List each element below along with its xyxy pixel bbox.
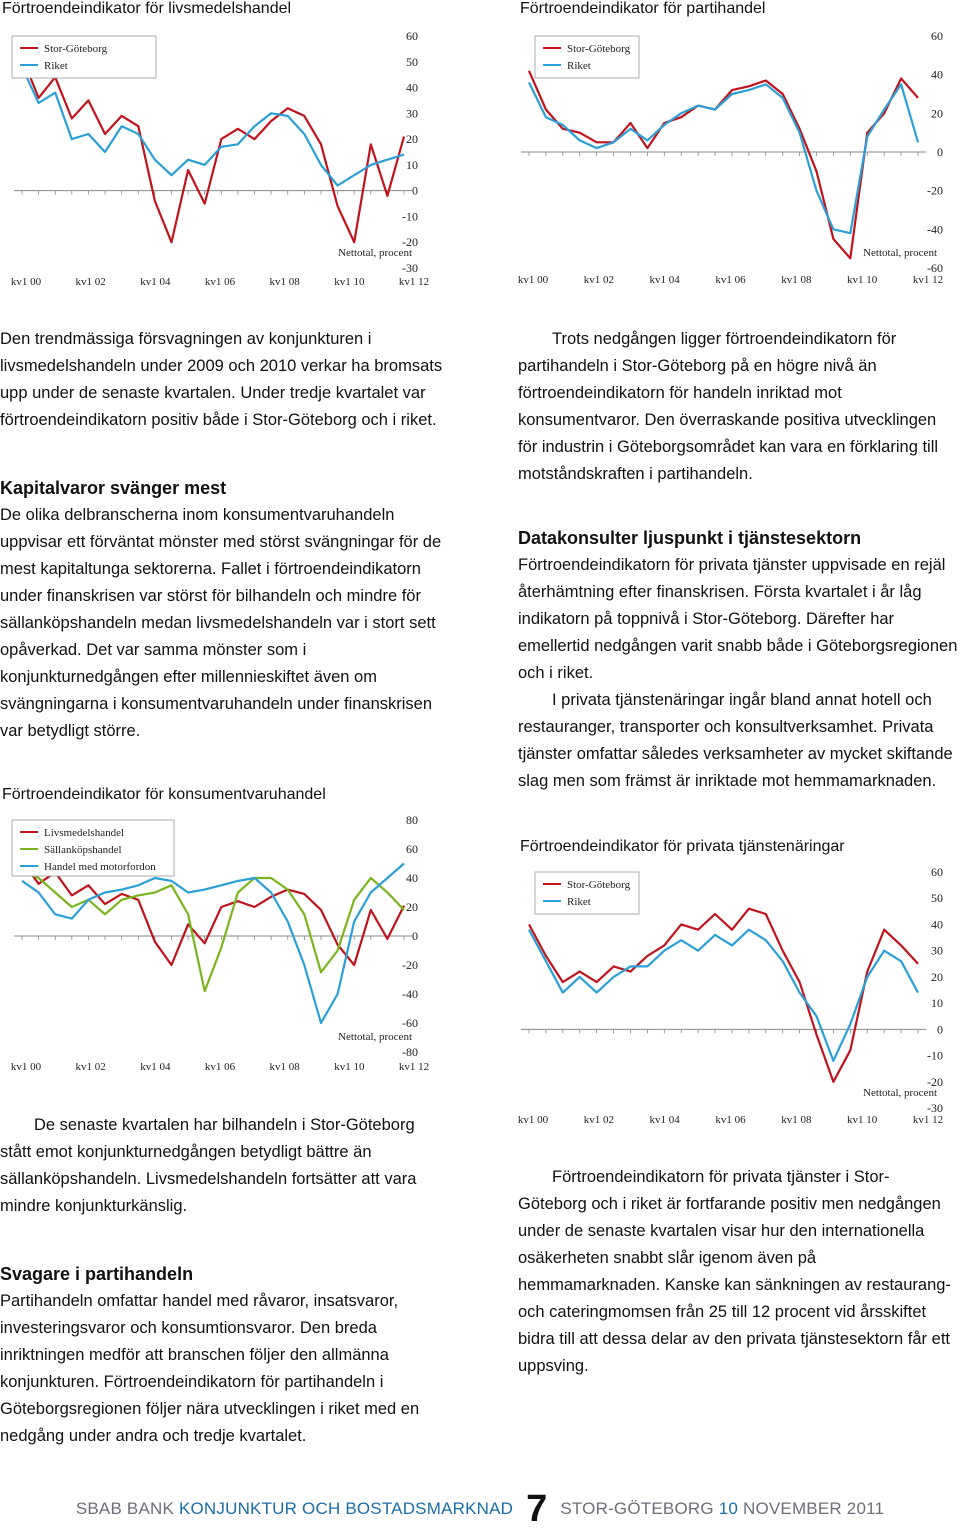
footer-bank: SBAB BANK [75,1499,175,1518]
chart-title-partihandel: Förtroendeindikator för partihandel [520,0,766,17]
y-tick-label: -20 [927,183,943,198]
y-tick-label: 50 [931,891,943,906]
right-column [518,326,958,795]
y-tick-label: 60 [406,842,418,856]
x-tick-label: kv1 12 [398,276,430,288]
right-para-1: Trots nedgången ligger förtroendeindikatorn för partihandeln i Stor-Göteborg på en högre nivå än förtroendeindikatorn för handeln inriktad mot konsumentvaror. Den överraskande positiva utvecklingen för industrin i Göteborgsområdet kan vara en förklaring till motståndskraften i partihandeln. [518,330,939,483]
x-tick-label: kv1 04 [140,276,171,288]
legend-label: Stor-Göteborg [567,43,631,55]
footer-date-num: 10 [718,1499,739,1518]
x-tick-label: kv1 06 [715,1114,746,1126]
x-tick-label: kv1 02 [583,1114,614,1126]
x-tick-label: kv1 08 [269,1061,300,1073]
y-tick-label: -30 [927,1101,943,1115]
right-column-lower [518,1164,958,1380]
unit-note: Nettotal, procent [863,247,937,259]
legend-label: Riket [567,60,591,72]
x-tick-label: kv1 00 [517,274,549,286]
legend-label: Handel med motorfordon [44,861,156,873]
x-tick-label: kv1 06 [715,274,746,286]
y-tick-label: 30 [931,943,943,958]
y-tick-label: 20 [406,132,418,147]
x-tick-label: kv1 02 [583,274,614,286]
x-tick-label: kv1 08 [781,274,812,286]
legend-label: Livsmedelshandel [44,827,125,839]
legend-label: Stor-Göteborg [567,879,631,891]
chart-partihandel [505,0,960,300]
y-tick-label: 0 [937,145,943,159]
y-tick-label: -10 [927,1048,943,1063]
unit-note: Nettotal, procent [338,1031,412,1043]
right-para-2: Förtroendeindikatorn för privata tjänster uppvisade en rejäl återhämtning efter finanskrisen. Första kvartalet i år låg indikatorn på toppnivå i Stor-Göteborg. Därefter har emellertid nedgången varit snabb både i Göteborgsregionen och i riket. [518,556,958,682]
x-tick-label: kv1 02 [75,276,106,288]
y-tick-label: 30 [406,106,418,121]
y-tick-label: 0 [412,929,418,943]
y-tick-label: -20 [402,958,418,972]
y-tick-label: 40 [931,67,943,82]
legend-label: Riket [567,896,591,908]
x-tick-label: kv1 08 [781,1114,812,1126]
series-line-0 [529,71,918,258]
y-tick-label: 20 [931,106,943,121]
y-tick-label: 20 [931,969,943,984]
x-tick-label: kv1 10 [334,276,365,288]
y-tick-label: -40 [402,987,418,1001]
footer-publication: KONJUNKTUR OCH BOSTADSMARKNAD [178,1499,514,1518]
x-tick-label: kv1 00 [517,1114,549,1126]
y-tick-label: 40 [931,917,943,932]
y-tick-label: 80 [406,813,418,827]
x-tick-label: kv1 08 [269,276,300,288]
x-tick-label: kv1 12 [912,1114,944,1126]
y-tick-label: -40 [927,222,943,237]
y-tick-label: 60 [931,29,943,43]
y-tick-label: 0 [937,1022,943,1037]
legend-label: Riket [44,60,68,72]
heading-datakonsulter: Datakonsulter ljuspunkt i tjänstesektorn [518,528,862,548]
page-number: 7 [526,1488,548,1530]
series-line-0 [22,57,404,243]
chart-konsument [0,800,440,1090]
page-footer [0,1488,960,1531]
left-column-lower [0,1112,446,1450]
x-tick-label: kv1 06 [204,276,236,288]
x-tick-label: kv1 04 [140,1061,171,1073]
y-tick-label: 10 [931,996,943,1011]
chart-tjanster [505,858,960,1138]
x-tick-label: kv1 10 [334,1061,365,1073]
left-para-4: Partihandeln omfattar handel med råvaror, insatsvaror, investeringsvaror och konsumtionsvaror. Den breda inriktningen medför att branschen följer den allmänna konjunkturen. Förtroendeindikatorn för partihandeln i Göteborgsregionen följer nära utvecklingen i riket med en nedgång under andra och tredje kvartalet. [0,1292,420,1445]
x-tick-label: kv1 10 [847,1114,878,1126]
y-tick-label: -10 [402,209,418,224]
heading-kapitalvaror: Kapitalvaror svänger mest [0,478,227,498]
x-tick-label: kv1 04 [649,1114,680,1126]
left-para-1: Den trendmässiga försvagningen av konjunkturen i livsmedelshandeln under 2009 och 2010 verkar ha bromsats upp under de senaste kvartalen. Under tredje kvartalet var förtroendeindikatorn positiv både i Stor-Göteborg och i riket. [0,330,443,429]
y-tick-label: -20 [927,1074,943,1089]
footer-date-rest: NOVEMBER 2011 [742,1499,885,1518]
y-tick-label: 40 [406,871,418,885]
y-tick-label: 0 [412,183,418,198]
x-tick-label: kv1 12 [912,274,944,286]
x-tick-label: kv1 04 [649,274,680,286]
left-column [0,326,446,745]
chart-title-konsument: Förtroendeindikator för konsumentvaruhandel [2,786,326,803]
y-tick-label: -60 [402,1016,418,1030]
x-tick-label: kv1 00 [10,276,42,288]
x-tick-label: kv1 00 [10,1061,42,1073]
x-tick-label: kv1 02 [75,1061,106,1073]
x-tick-label: kv1 10 [847,274,878,286]
y-tick-label: 10 [406,157,418,172]
series-line-1 [529,930,918,1061]
left-para-3: De senaste kvartalen har bilhandeln i Stor-Göteborg stått emot konjunkturnedgången betydligt bättre än sällanköpshandeln. Livsmedelshandeln fortsätter att vara mindre konjunkturkänslig. [0,1116,417,1215]
legend-label: Sällanköpshandel [44,844,122,856]
chart-title-livsmedel: Förtroendeindikator för livsmedelshandel [2,0,292,17]
heading-partihandeln: Svagare i partihandeln [0,1264,194,1284]
x-tick-label: kv1 06 [204,1061,236,1073]
y-tick-label: 60 [406,29,418,43]
right-para-3: I privata tjänstenäringar ingår bland annat hotell och restauranger, transporter och konsultverksamhet. Privata tjänster omfattar således verksamheter av mycket skiftande slag men som främst är inriktade mot hemmamarknaden. [518,691,953,790]
series-line-1 [529,82,918,233]
chart-livsmedel [0,0,440,300]
y-tick-label: -30 [402,261,418,275]
series-line-1 [22,871,404,991]
y-tick-label: -80 [402,1045,418,1059]
footer-region: STOR-GÖTEBORG [560,1499,714,1518]
y-tick-label: 40 [406,80,418,95]
left-para-2: De olika delbranscherna inom konsumentvaruhandeln uppvisar ett förväntat mönster med störst svängningar för de mest kapitaltunga sektorerna. Fallet i förtroendeindikatorn under finanskrisen var störst för bilhandeln och mindre för sällanköpshandeln medan livsmedelshandeln var i stort sett opåverkad. Det var samma mönster som i konjunkturnedgången efter millennieskiftet även om svängningarna i konsumentvaruhandeln under finanskrisen var betydligt större. [0,506,442,740]
right-para-4: Förtroendeindikatorn för privata tjänster i Stor-Göteborg och i riket är fortfarande positiv men nedgången under de senaste kvartalen visar hur den internationella osäkerheten snabbt slår igenom även på hemmamarknaden. Kanske kan sänkningen av restaurang- och cateringmomsen från 25 till 12 procent vid årsskiftet bidra till att dessa delar av den privata tjänstesektorn får ett uppsving. [518,1168,951,1375]
y-tick-label: -60 [927,261,943,275]
legend-label: Stor-Göteborg [44,43,108,55]
unit-note: Nettotal, procent [338,247,412,259]
unit-note: Nettotal, procent [863,1087,937,1099]
x-tick-label: kv1 12 [398,1061,430,1073]
chart-title-tjanster: Förtroendeindikator för privata tjänstenäringar [520,838,845,855]
y-tick-label: 50 [406,54,418,69]
y-tick-label: 60 [931,865,943,879]
series-line-2 [22,864,404,1024]
y-tick-label: -20 [402,235,418,250]
y-tick-label: 20 [406,900,418,914]
